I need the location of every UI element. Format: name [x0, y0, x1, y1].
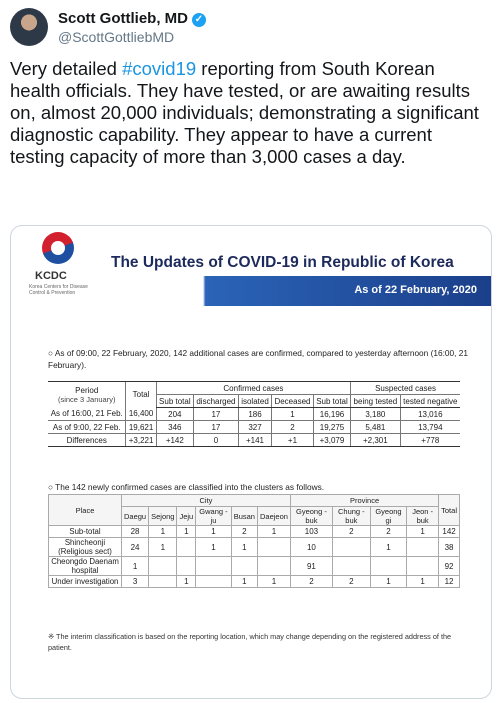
- table-row: [48, 434, 460, 447]
- logo-subtext: Korea Centers for Disease Control & Prevention: [29, 284, 88, 296]
- period-sub-label: (since 3 January): [57, 394, 116, 404]
- table-cell: 28: [122, 526, 149, 538]
- table-cell: [196, 557, 231, 576]
- cases-table: [48, 381, 460, 447]
- region-column-header: Jeon -buk: [407, 507, 439, 526]
- confirmed-subtotal-header: Sub total: [156, 395, 193, 408]
- kcdc-logo: [29, 232, 89, 302]
- table-cell: 24: [122, 538, 149, 557]
- table-cell: 0: [193, 434, 238, 447]
- place-cell: Cheongdo Daenam hospital: [49, 557, 122, 576]
- province-header: Province: [290, 495, 438, 507]
- table-cell: 16,196: [313, 408, 350, 421]
- table-cell: 1: [196, 526, 231, 538]
- tweet-text-post: reporting from South Korean health officials. They have tested, or are awaiting results on, almost 20,000 individuals; demonstrating a significant diagnostic capability. They appear to have a current testing capacity of more than 3,000 cases a day.: [10, 58, 479, 167]
- author-name-text[interactable]: Scott Gottlieb, MD: [58, 10, 188, 27]
- table-cell: Differences: [48, 434, 126, 447]
- table-cell: +3,079: [313, 434, 350, 447]
- table-cell: 19,275: [313, 421, 350, 434]
- table-cell: [407, 538, 439, 557]
- table-cell: 91: [290, 557, 332, 576]
- table-cell: [407, 557, 439, 576]
- table-cell: 19,621: [126, 421, 156, 434]
- table-cell: 12: [439, 576, 460, 588]
- table-cell: +1: [272, 434, 314, 447]
- author-handle[interactable]: @ScottGottliebMD: [58, 29, 175, 45]
- table-cell: 2: [370, 526, 406, 538]
- table-cell: [370, 557, 406, 576]
- table-row: [49, 526, 460, 538]
- being-tested-header: being tested: [351, 395, 400, 408]
- city-header: City: [122, 495, 291, 507]
- hashtag-link[interactable]: #covid19: [122, 58, 197, 79]
- table-row: [49, 576, 460, 588]
- report-date: As of 22 February, 2020: [354, 284, 477, 296]
- table-cell: +778: [400, 434, 460, 447]
- table-cell: 17: [193, 408, 238, 421]
- table-cell: +3,221: [126, 434, 156, 447]
- tweet-text-pre: Very detailed: [10, 58, 123, 79]
- table-cell: 1: [177, 526, 196, 538]
- table-cell: 3,180: [351, 408, 400, 421]
- table-cell: 2: [290, 576, 332, 588]
- region-column-header: Gyeong -buk: [290, 507, 332, 526]
- table-cell: 3: [122, 576, 149, 588]
- suspected-subtotal-header: Sub total: [313, 395, 350, 408]
- table-cell: [177, 538, 196, 557]
- table-cell: [332, 538, 370, 557]
- place-cell: Shincheonji (Religious sect): [49, 538, 122, 557]
- table-cell: 2: [332, 576, 370, 588]
- avatar[interactable]: [10, 8, 48, 46]
- table-cell: [257, 538, 290, 557]
- place-header: Place: [49, 495, 122, 526]
- table-cell: 5,481: [351, 421, 400, 434]
- attached-image[interactable]: [10, 225, 492, 699]
- tweet-text: [10, 58, 490, 168]
- verified-badge-icon: ✓: [192, 13, 206, 27]
- cluster-note: ○ The 142 newly confirmed cases are classified into the clusters as follows.: [48, 482, 325, 492]
- table-cell: +142: [156, 434, 193, 447]
- table-cell: 1: [231, 538, 257, 557]
- table-cell: 92: [439, 557, 460, 576]
- footnote: ※ The interim classification is based on the reporting location, which may change depending on the registered address of the patient.: [48, 632, 452, 652]
- region-column-header: Sejong: [149, 507, 177, 526]
- table-cell: 1: [407, 526, 439, 538]
- table-cell: 1: [370, 538, 406, 557]
- table-cell: +2,301: [351, 434, 400, 447]
- tweet-header: [10, 8, 490, 48]
- period-header: [48, 382, 126, 408]
- table-cell: 186: [238, 408, 271, 421]
- table-cell: [149, 557, 177, 576]
- table-cell: 327: [238, 421, 271, 434]
- discharged-header: discharged: [193, 395, 238, 408]
- table-cell: 1: [149, 526, 177, 538]
- place-cell: Sub-total: [49, 526, 122, 538]
- table-cell: 13,016: [400, 408, 460, 421]
- table-cell: 13,794: [400, 421, 460, 434]
- region-column-header: Jeju: [177, 507, 196, 526]
- total-header: Total: [439, 495, 460, 526]
- table-cell: 2: [272, 421, 314, 434]
- region-column-header: Daejeon: [257, 507, 290, 526]
- table-cell: 1: [196, 538, 231, 557]
- table-cell: 1: [177, 576, 196, 588]
- table-cell: 1: [407, 576, 439, 588]
- table-cell: 16,400: [126, 408, 156, 421]
- table-cell: 142: [439, 526, 460, 538]
- kcdc-emblem-icon: [42, 232, 74, 264]
- table-cell: 103: [290, 526, 332, 538]
- confirmed-header: Confirmed cases: [156, 382, 350, 395]
- table-cell: As of 9:00, 22 Feb.: [48, 421, 126, 434]
- table-cell: 346: [156, 421, 193, 434]
- table-cell: [231, 557, 257, 576]
- deceased-header: Deceased: [272, 395, 314, 408]
- table-cell: 1: [122, 557, 149, 576]
- table-cell: 1: [257, 526, 290, 538]
- period-label: Period: [75, 385, 99, 395]
- region-column-header: Gwang -ju: [196, 507, 231, 526]
- suspected-header: Suspected cases: [351, 382, 460, 395]
- table-cell: 2: [231, 526, 257, 538]
- region-column-header: Busan: [231, 507, 257, 526]
- table-cell: 1: [370, 576, 406, 588]
- table-row: [49, 557, 460, 576]
- table-cell: [177, 557, 196, 576]
- table-row: [49, 538, 460, 557]
- summary-note: ○ As of 09:00, 22 February, 2020, 142 additional cases are confirmed, compared to yesterday afternoon (16:00, 21 February).: [48, 348, 468, 370]
- table-cell: 1: [231, 576, 257, 588]
- place-cell: Under investigation: [49, 576, 122, 588]
- total-header: Total: [126, 382, 156, 408]
- table-row: [48, 421, 460, 434]
- author-name[interactable]: [58, 10, 206, 27]
- table-cell: +141: [238, 434, 271, 447]
- region-column-header: Chung -buk: [332, 507, 370, 526]
- table-cell: [332, 557, 370, 576]
- report-title: The Updates of COVID-19 in Republic of Korea: [111, 254, 454, 271]
- table-cell: 17: [193, 421, 238, 434]
- isolated-header: isolated: [238, 395, 271, 408]
- table-cell: 10: [290, 538, 332, 557]
- logo-text: KCDC: [35, 270, 67, 282]
- table-cell: [196, 576, 231, 588]
- region-column-header: Daegu: [122, 507, 149, 526]
- table-cell: [149, 576, 177, 588]
- table-cell: As of 16:00, 21 Feb.: [48, 408, 126, 421]
- table-cell: 38: [439, 538, 460, 557]
- table-cell: 1: [149, 538, 177, 557]
- region-column-header: Gyeong gi: [370, 507, 406, 526]
- tested-negative-header: tested negative: [400, 395, 460, 408]
- table-cell: 2: [332, 526, 370, 538]
- table-cell: [257, 557, 290, 576]
- table-row: [48, 408, 460, 421]
- cluster-table: [48, 494, 460, 588]
- table-cell: 1: [257, 576, 290, 588]
- table-cell: 204: [156, 408, 193, 421]
- table-cell: 1: [272, 408, 314, 421]
